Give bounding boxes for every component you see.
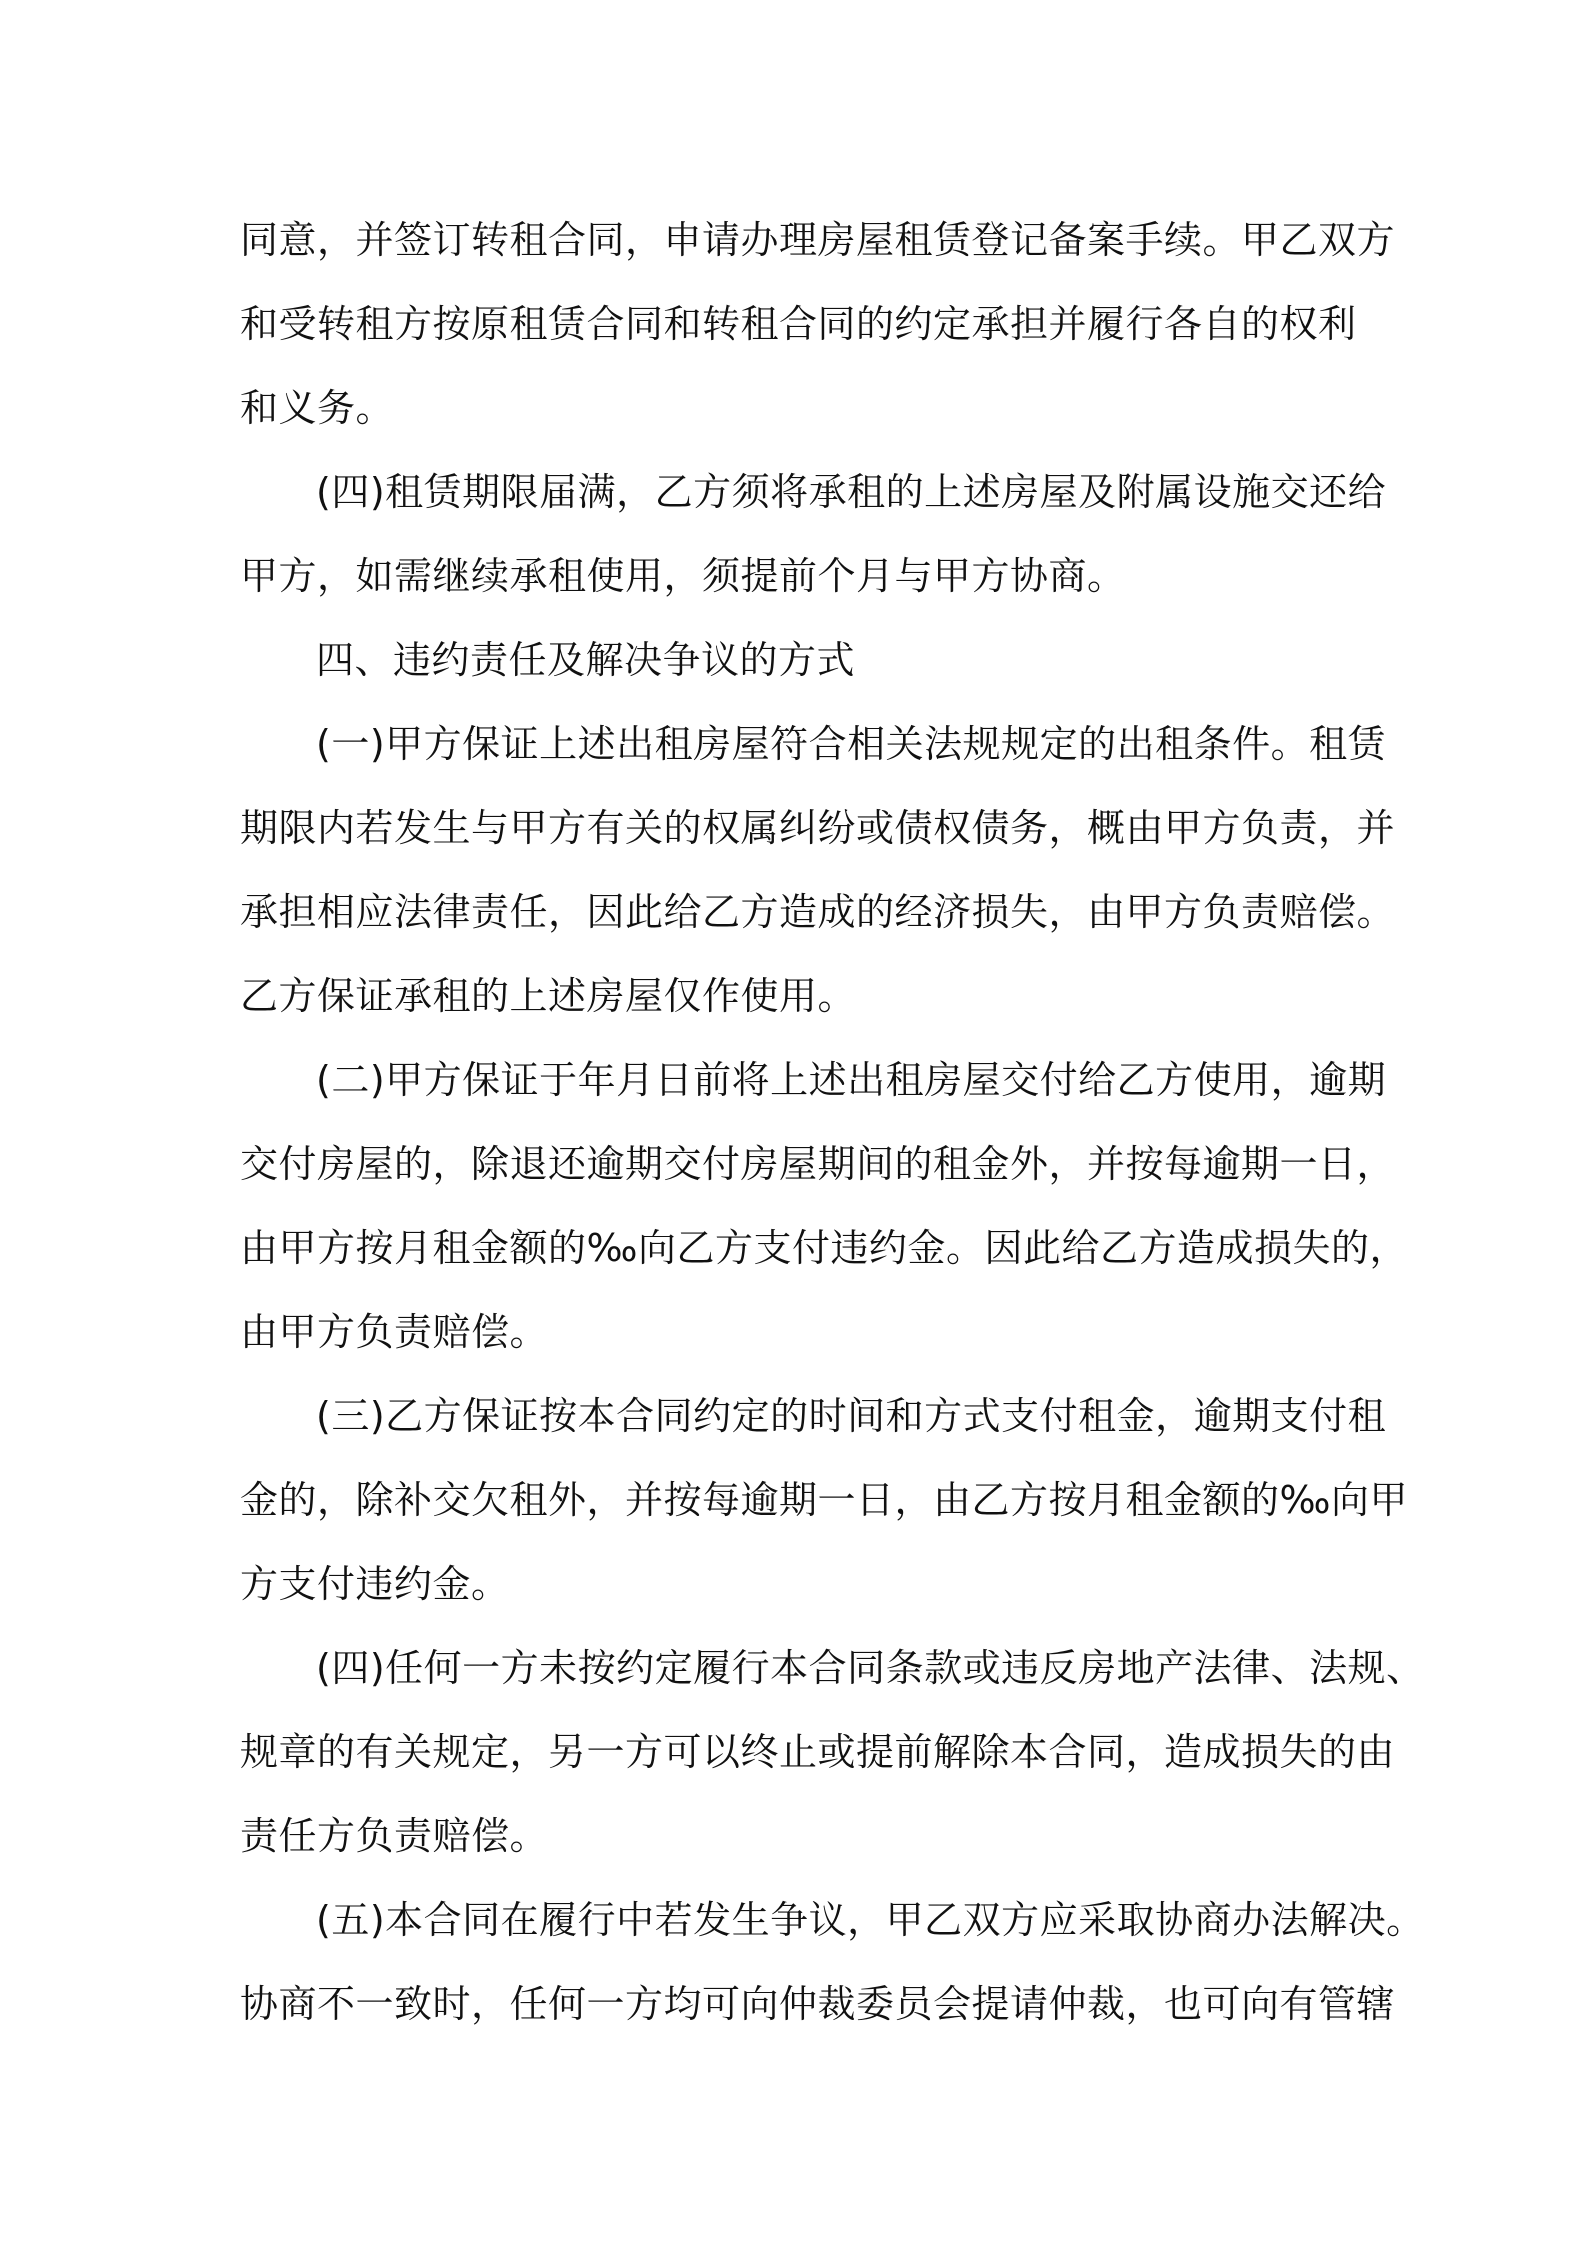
text-line-22: 协商不一致时，任何一方均可向仲裁委员会提请仲裁，也可向有管辖	[240, 1982, 1396, 2026]
text-line-7: (一)甲方保证上述出租房屋符合相关法规规定的出租条件。租赁	[316, 722, 1387, 766]
text-line-8: 期限内若发生与甲方有关的权属纠纷或债权债务，概由甲方负责，并	[240, 806, 1396, 850]
document-body	[240, 198, 1425, 2046]
text-line-20: 责任方负责赔偿。	[240, 1814, 549, 1858]
text-line-15: (三)乙方保证按本合同约定的时间和方式支付租金，逾期支付租	[316, 1394, 1387, 1438]
text-line-17: 方支付违约金。	[240, 1562, 510, 1606]
text-line-16: 金的，除补交欠租外，并按每逾期一日，由乙方按月租金额的‰向甲	[240, 1478, 1408, 1522]
text-line-18: (四)任何一方未按约定履行本合同条款或违反房地产法律、法规、	[316, 1646, 1425, 1690]
text-line-2: 和受转租方按原租赁合同和转租合同的约定承担并履行各自的权利	[240, 302, 1357, 346]
text-line-12: 交付房屋的，除退还逾期交付房屋期间的租金外，并按每逾期一日，	[240, 1142, 1396, 1186]
text-line-19: 规章的有关规定，另一方可以终止或提前解除本合同，造成损失的由	[240, 1730, 1396, 1774]
text-line-11: (二)甲方保证于年月日前将上述出租房屋交付给乙方使用，逾期	[316, 1058, 1387, 1102]
text-line-4: (四)租赁期限届满，乙方须将承租的上述房屋及附属设施交还给	[316, 470, 1387, 514]
text-line-21: (五)本合同在履行中若发生争议，甲乙双方应采取协商办法解决。	[316, 1898, 1425, 1942]
text-line-3: 和义务。	[240, 386, 395, 430]
text-line-10: 乙方保证承租的上述房屋仅作使用。	[240, 974, 857, 1018]
section-heading: 四、违约责任及解决争议的方式	[316, 638, 856, 682]
text-line-9: 承担相应法律责任，因此给乙方造成的经济损失，由甲方负责赔偿。	[240, 890, 1396, 934]
text-line-1: 同意，并签订转租合同，申请办理房屋租赁登记备案手续。甲乙双方	[240, 218, 1396, 262]
text-line-13: 由甲方按月租金额的‰向乙方支付违约金。因此给乙方造成损失的，	[240, 1226, 1408, 1270]
text-line-5: 甲方，如需继续承租使用，须提前个月与甲方协商。	[240, 554, 1126, 598]
text-line-14: 由甲方负责赔偿。	[240, 1310, 549, 1354]
